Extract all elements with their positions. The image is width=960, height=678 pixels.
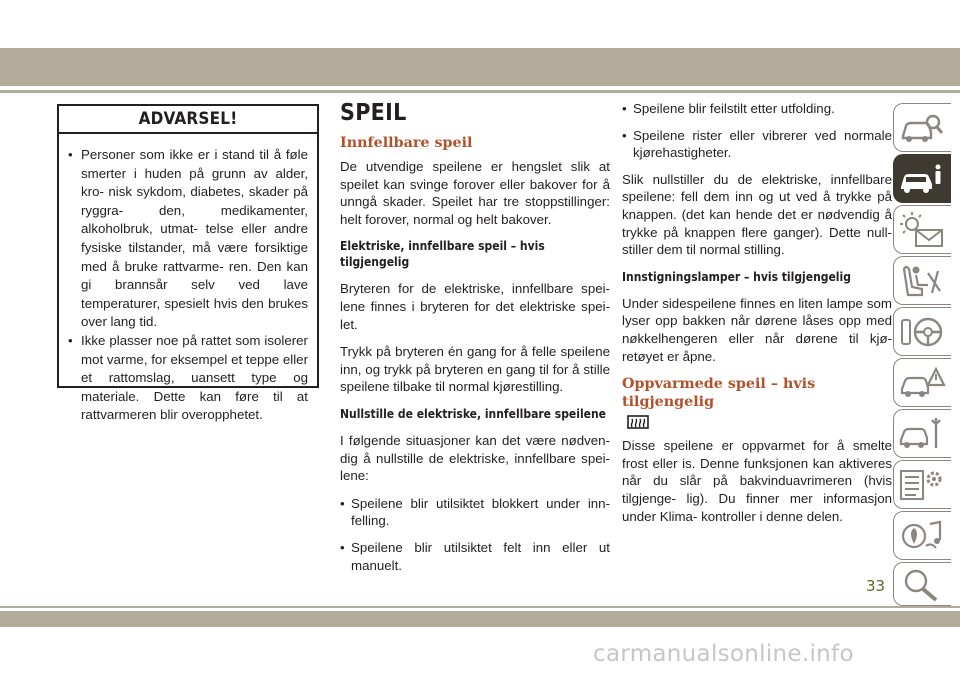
- list-item: • Speilene blir utilsiktet felt inn eller ut manuelt.: [340, 539, 610, 574]
- paragraph: Under sidespeilene finnes en liten lampe som lyser opp bakken når dørene låses opp med nøkkelhengeren eller når dørene til kjø- retøyet er åpne.: [622, 295, 892, 364]
- tab-specs[interactable]: [893, 460, 951, 509]
- tab-airbag-seat[interactable]: [893, 256, 951, 305]
- tab-car-info[interactable]: [893, 154, 951, 203]
- warning-list: [59, 134, 317, 425]
- section-title: SPEIL: [340, 100, 407, 126]
- header-band: [0, 48, 960, 86]
- subsection-heading: Oppvarmede speil – hvis tilgjengelig: [622, 376, 816, 411]
- warning-title: ADVARSEL!: [59, 106, 317, 134]
- airbag-seat-icon: [898, 261, 946, 301]
- magnifier-icon: [898, 567, 946, 603]
- column-mirrors: [340, 100, 610, 583]
- rear-defrost-icon: [627, 415, 649, 431]
- list-item: • Speilene rister eller vibrerer ved normale kjørehastigheter.: [622, 127, 892, 162]
- subsection-heading: Innfellbare speil: [340, 135, 473, 151]
- paragraph: Slik nullstiller du de elektriske, innfellbare speilene: fell dem inn og ut ved å trykke på knappen. (det kan hende det er nødvendig å trykke på knappen flere ganger). Dette null- stiller dem til normal stilling.: [622, 171, 892, 258]
- media-location-icon: [898, 516, 946, 556]
- warning-lights-icon: [898, 210, 946, 250]
- warning-item: • Personer som ikke er i stand til å føle smerter i huden på grunn av alder, kro- nisk sykdom, diabetes, skader på ryggra- den, medikamenter, alkoholbruk, utmat- telse eller andre fysiske tilstander, må være forsiktige med å bruke rattvarme- ren. Den kan gi brannsår selv ved lave temperaturer, spesielt hvis den brukes over lang tid.: [67, 146, 308, 332]
- warning-box: [57, 104, 319, 423]
- minor-heading: Elektriske, innfellbare speil – hvis tilgjengelig: [340, 239, 545, 270]
- steering-wheel-icon: [898, 312, 946, 352]
- roadside-hazard-icon: [898, 363, 946, 403]
- header-rule: [0, 90, 960, 93]
- minor-heading: Nullstille de elektriske, innfellbare speilene: [340, 406, 606, 421]
- tab-car-wrench[interactable]: [893, 409, 951, 458]
- tab-media-location[interactable]: [893, 511, 951, 560]
- paragraph: Trykk på bryteren én gang for å felle speilene inn, og trykk på bryteren en gang til for å stille speilene tilbake til normal kjørestilling.: [340, 344, 610, 395]
- list-item: • Speilene blir feilstilt etter utfolding.: [622, 100, 892, 118]
- minor-heading: Innstigningslamper – hvis tilgjengelig: [622, 269, 851, 284]
- tab-car-search[interactable]: [893, 103, 951, 152]
- warning-item: • Ikke plasser noe på rattet som isolerer mot varme, for eksempel et teppe eller et rattomslag, uansett type og materiale. Dette kan føre til at rattvarmeren blir overopphetet.: [67, 332, 308, 425]
- car-search-icon: [898, 108, 946, 148]
- list-item: • Speilene blir utilsiktet blokkert under inn- felling.: [340, 495, 610, 530]
- car-info-icon: [898, 159, 946, 199]
- tab-warning-lights[interactable]: [893, 205, 951, 254]
- watermark: carmanualsonline.info: [593, 641, 854, 667]
- tab-search[interactable]: [893, 562, 951, 606]
- paragraph: De utvendige speilene er hengslet slik at speilet kan svinge forover eller bakover for å unngå skader. Speilet har tre stoppstillinger: helt forover, normal og helt bakover.: [340, 159, 610, 227]
- footer-band: [0, 611, 960, 627]
- paragraph: Disse speilene er oppvarmet for å smelte frost eller is. Denne funksjonen kan aktiveres når du slår på bakvinduavrimeren (hvis tilgjenge- lig). Du finner mer informasjon under Klima- kontroller i denne delen.: [622, 438, 892, 524]
- car-wrench-icon: [898, 414, 946, 454]
- specs-gear-icon: [898, 465, 946, 505]
- tab-steering-wheel[interactable]: [893, 307, 951, 356]
- footer-rule: [0, 606, 960, 608]
- page-number: 33: [866, 577, 886, 595]
- paragraph: Bryteren for de elektriske, innfellbare spei- lene finnes i bryteren for det elektriske spei- let.: [340, 281, 610, 332]
- paragraph: I følgende situasjoner kan det være nødven- dig å nullstille de elektriske, innfellbare spei- lene:: [340, 432, 610, 484]
- tab-roadside-hazard[interactable]: [893, 358, 951, 407]
- column-mirrors-continued: [622, 100, 892, 535]
